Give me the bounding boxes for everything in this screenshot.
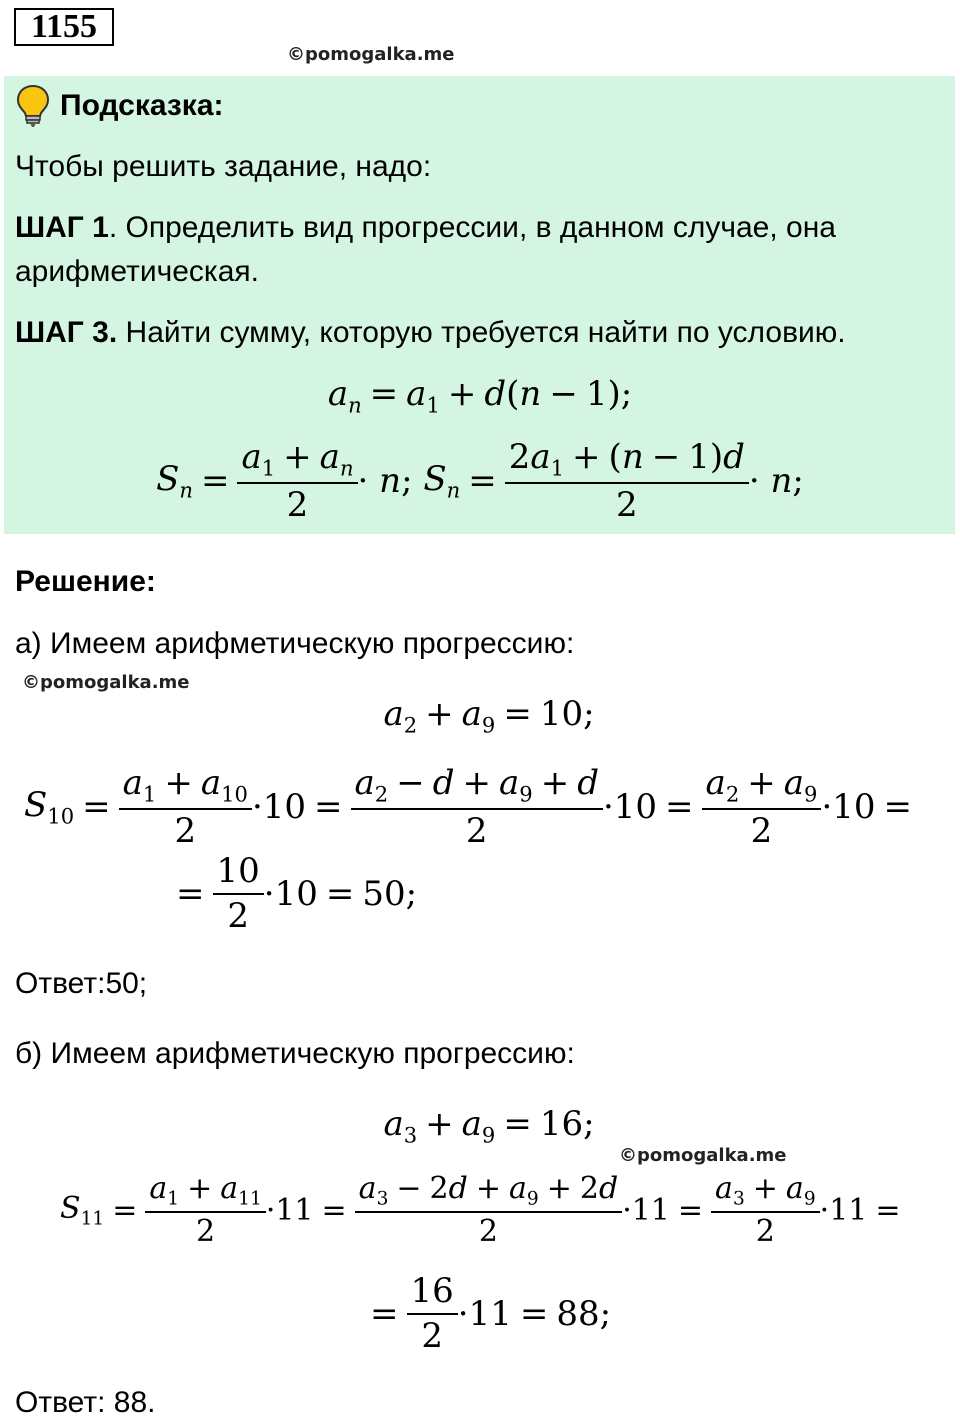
task-number: 1155 [14, 8, 114, 46]
formula-a-given: $a_2 + a_9 = 10$; [383, 694, 595, 738]
step3-text: Найти сумму, которую требуется найти по условию. [117, 316, 846, 349]
step3-label: ШАГ 3. [15, 316, 118, 349]
formula-a-result: = $\frac{10}{2}$ ·10 = 50; [176, 851, 418, 936]
part-a-intro: а) Имеем арифметическую прогрессию: [15, 627, 575, 660]
part-b-answer: Ответ: 88. [15, 1386, 156, 1419]
part-a-answer: Ответ:50; [15, 967, 148, 1000]
formula-sum: $S_n$ = $\frac{a_1 + a_n}{2}$ · n ; $S_n$ = $\frac{2a_1 + (n - 1)d}{2}$ · n ; [156, 437, 804, 525]
part-b-intro: б) Имеем арифметическую прогрессию: [15, 1037, 575, 1070]
hint-intro: Чтобы решить задание, надо: [15, 150, 432, 183]
watermark-3: ©pomogalka.me [619, 1145, 787, 1166]
formula-nth-term: $a_n = a_1 + d(n - 1)$; [327, 374, 633, 418]
formula-b-sum: $S_{11}$ = $\frac{a_1 + a_{11}}{2}$ ·11 = $\frac{a_3 - 2d + a_9 + 2d}{2}$ ·11 = $\frac{a_3 + a_9}{2}$ ·11 = [60, 1171, 901, 1249]
step1-label: ШАГ 1 [15, 211, 109, 244]
hint-step1-cont: арифметическая. [15, 255, 259, 288]
hint-step3 [15, 311, 846, 355]
formula-b-result: = $\frac{16}{2}$ ·11 = 88; [370, 1271, 612, 1356]
watermark-2: ©pomogalka.me [22, 672, 190, 693]
formula-a-sum: $S_{10}$ = $\frac{a_1 + a_{10}}{2}$ ·10 = $\frac{a_2 - d + a_9 + d}{2}$ ·10 = $\frac{a_2 + a_9}{2}$ ·10 = [24, 763, 913, 851]
hint-title: Подсказка: [60, 89, 224, 122]
solution-title: Решение: [15, 565, 156, 598]
lightbulb-icon [16, 84, 50, 128]
step1-text: . Определить вид прогрессии, в данном случае, она [108, 211, 836, 244]
watermark: ©pomogalka.me [287, 44, 455, 65]
formula-b-given: $a_3 + a_9 = 16$; [383, 1104, 595, 1148]
hint-step1 [15, 206, 836, 250]
